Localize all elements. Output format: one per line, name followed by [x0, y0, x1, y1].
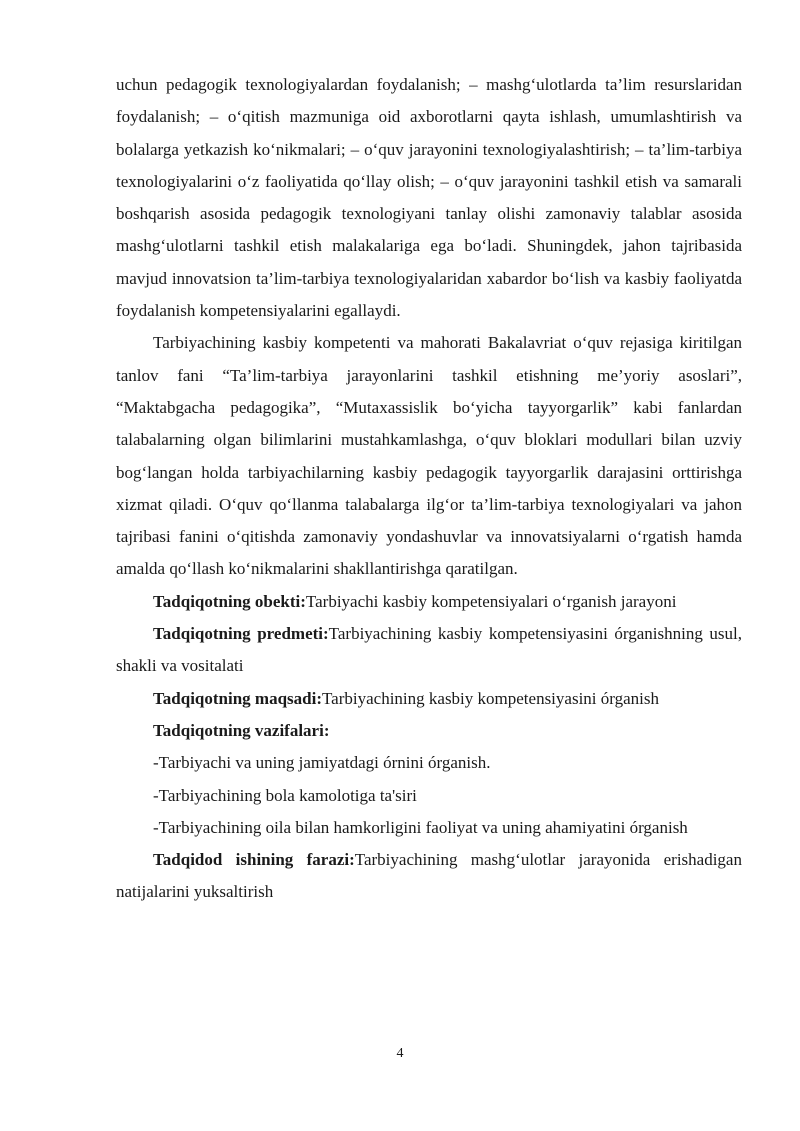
- research-tasks-label: Tadqiqotning vazifalari:: [153, 720, 330, 740]
- page-number: 4: [396, 1046, 404, 1061]
- paragraph-intro-continuation: uchun pedagogik texnologiyalardan foydalanish; – mashg‘ulotlarda ta’lim resurslaridan foydalanish; – o‘qitish mazmuniga oid axborotlarni qayta ishlash, umumlashtirish va bolalarga yetkazish ko‘nikmalari; – o‘quv jarayonini texnologiyalashtirish; – ta’lim-tarbiya texnologiyalarini o‘z faoliyatida qo‘llay olish; – o‘quv jarayonini tashkil etish va samarali boshqarish asosida pedagogik texnologiyani tanlay olishi zamonaviy talablar asosida mashg‘ulotlarni tashkil etish malakalariga ega bo‘ladi. Shuningdek, jahon tajribasida mavjud innovatsion ta’lim-tarbiya texnologiyalaridan xabardor bo‘lish va kasbiy faoliyatda foydalanish kompetensiyalarini egallaydi.: [116, 75, 742, 321]
- research-task-item: -Tarbiyachining oila bilan hamkorligini faoliyat va uning ahamiyatini órganish: [153, 817, 688, 837]
- research-goal-label: Tadqiqotning maqsadi:: [153, 688, 322, 708]
- research-goal: [116, 683, 742, 715]
- research-hypothesis: [116, 844, 742, 909]
- document-page: [116, 69, 742, 909]
- research-goal-text: Tarbiyachining kasbiy kompetensiyasini órganish: [321, 688, 660, 708]
- research-subject-text: Tarbiyachining kasbiy kompetensiyasini órganishning usul, shakli va vositalati: [116, 624, 742, 676]
- paragraph-course-description: Tarbiyachining kasbiy kompetenti va mahorati Bakalavriat o‘quv rejasiga kiritilgan tanlov fani “Ta’lim-tarbiya jarayonlarini tashkil etishning me’yoriy asoslari”, “Maktabgacha pedagogika”, “Mutaxassislik bo‘yicha tayyorgarlik” kabi fanlardan talabalarning olgan bilimlarini mustahkamlashga, o‘quv bloklari modullari bilan uzviy bog‘langan holda tarbiyachilarning kasbiy pedagogik tayyorgarlik darajasini orttirishga xizmat qiladi. O‘quv qo‘llanma talabalarga ilg‘or ta’lim-tarbiya texnologiyalari va jahon tajribasi fanini o‘qitishda zamonaviy yondashuvlar va innovatsiyalarni o‘rgatish hamda amalda qo‘llash ko‘nikmalarini shakllantirishga qaratilgan.: [116, 333, 742, 579]
- research-object-label: Tadqiqotning obekti:: [153, 591, 306, 611]
- research-subject: [116, 618, 742, 683]
- research-object-text: Tarbiyachi kasbiy kompetensiyalari o‘rganish jarayoni: [305, 591, 677, 611]
- research-task-item: -Tarbiyachi va uning jamiyatdagi órnini órganish.: [153, 753, 491, 773]
- research-hypothesis-label: Tadqidod ishining farazi:: [153, 850, 355, 870]
- research-tasks-heading: [116, 715, 742, 747]
- research-hypothesis-text: Tarbiyachining mashg‘ulotlar jarayonida erishadigan natijalarini yuksaltirish: [116, 850, 742, 902]
- research-object: [116, 586, 742, 618]
- research-task-item: -Tarbiyachining bola kamolotiga ta'siri: [153, 785, 417, 805]
- research-subject-label: Tadqiqotning predmeti:: [153, 624, 329, 644]
